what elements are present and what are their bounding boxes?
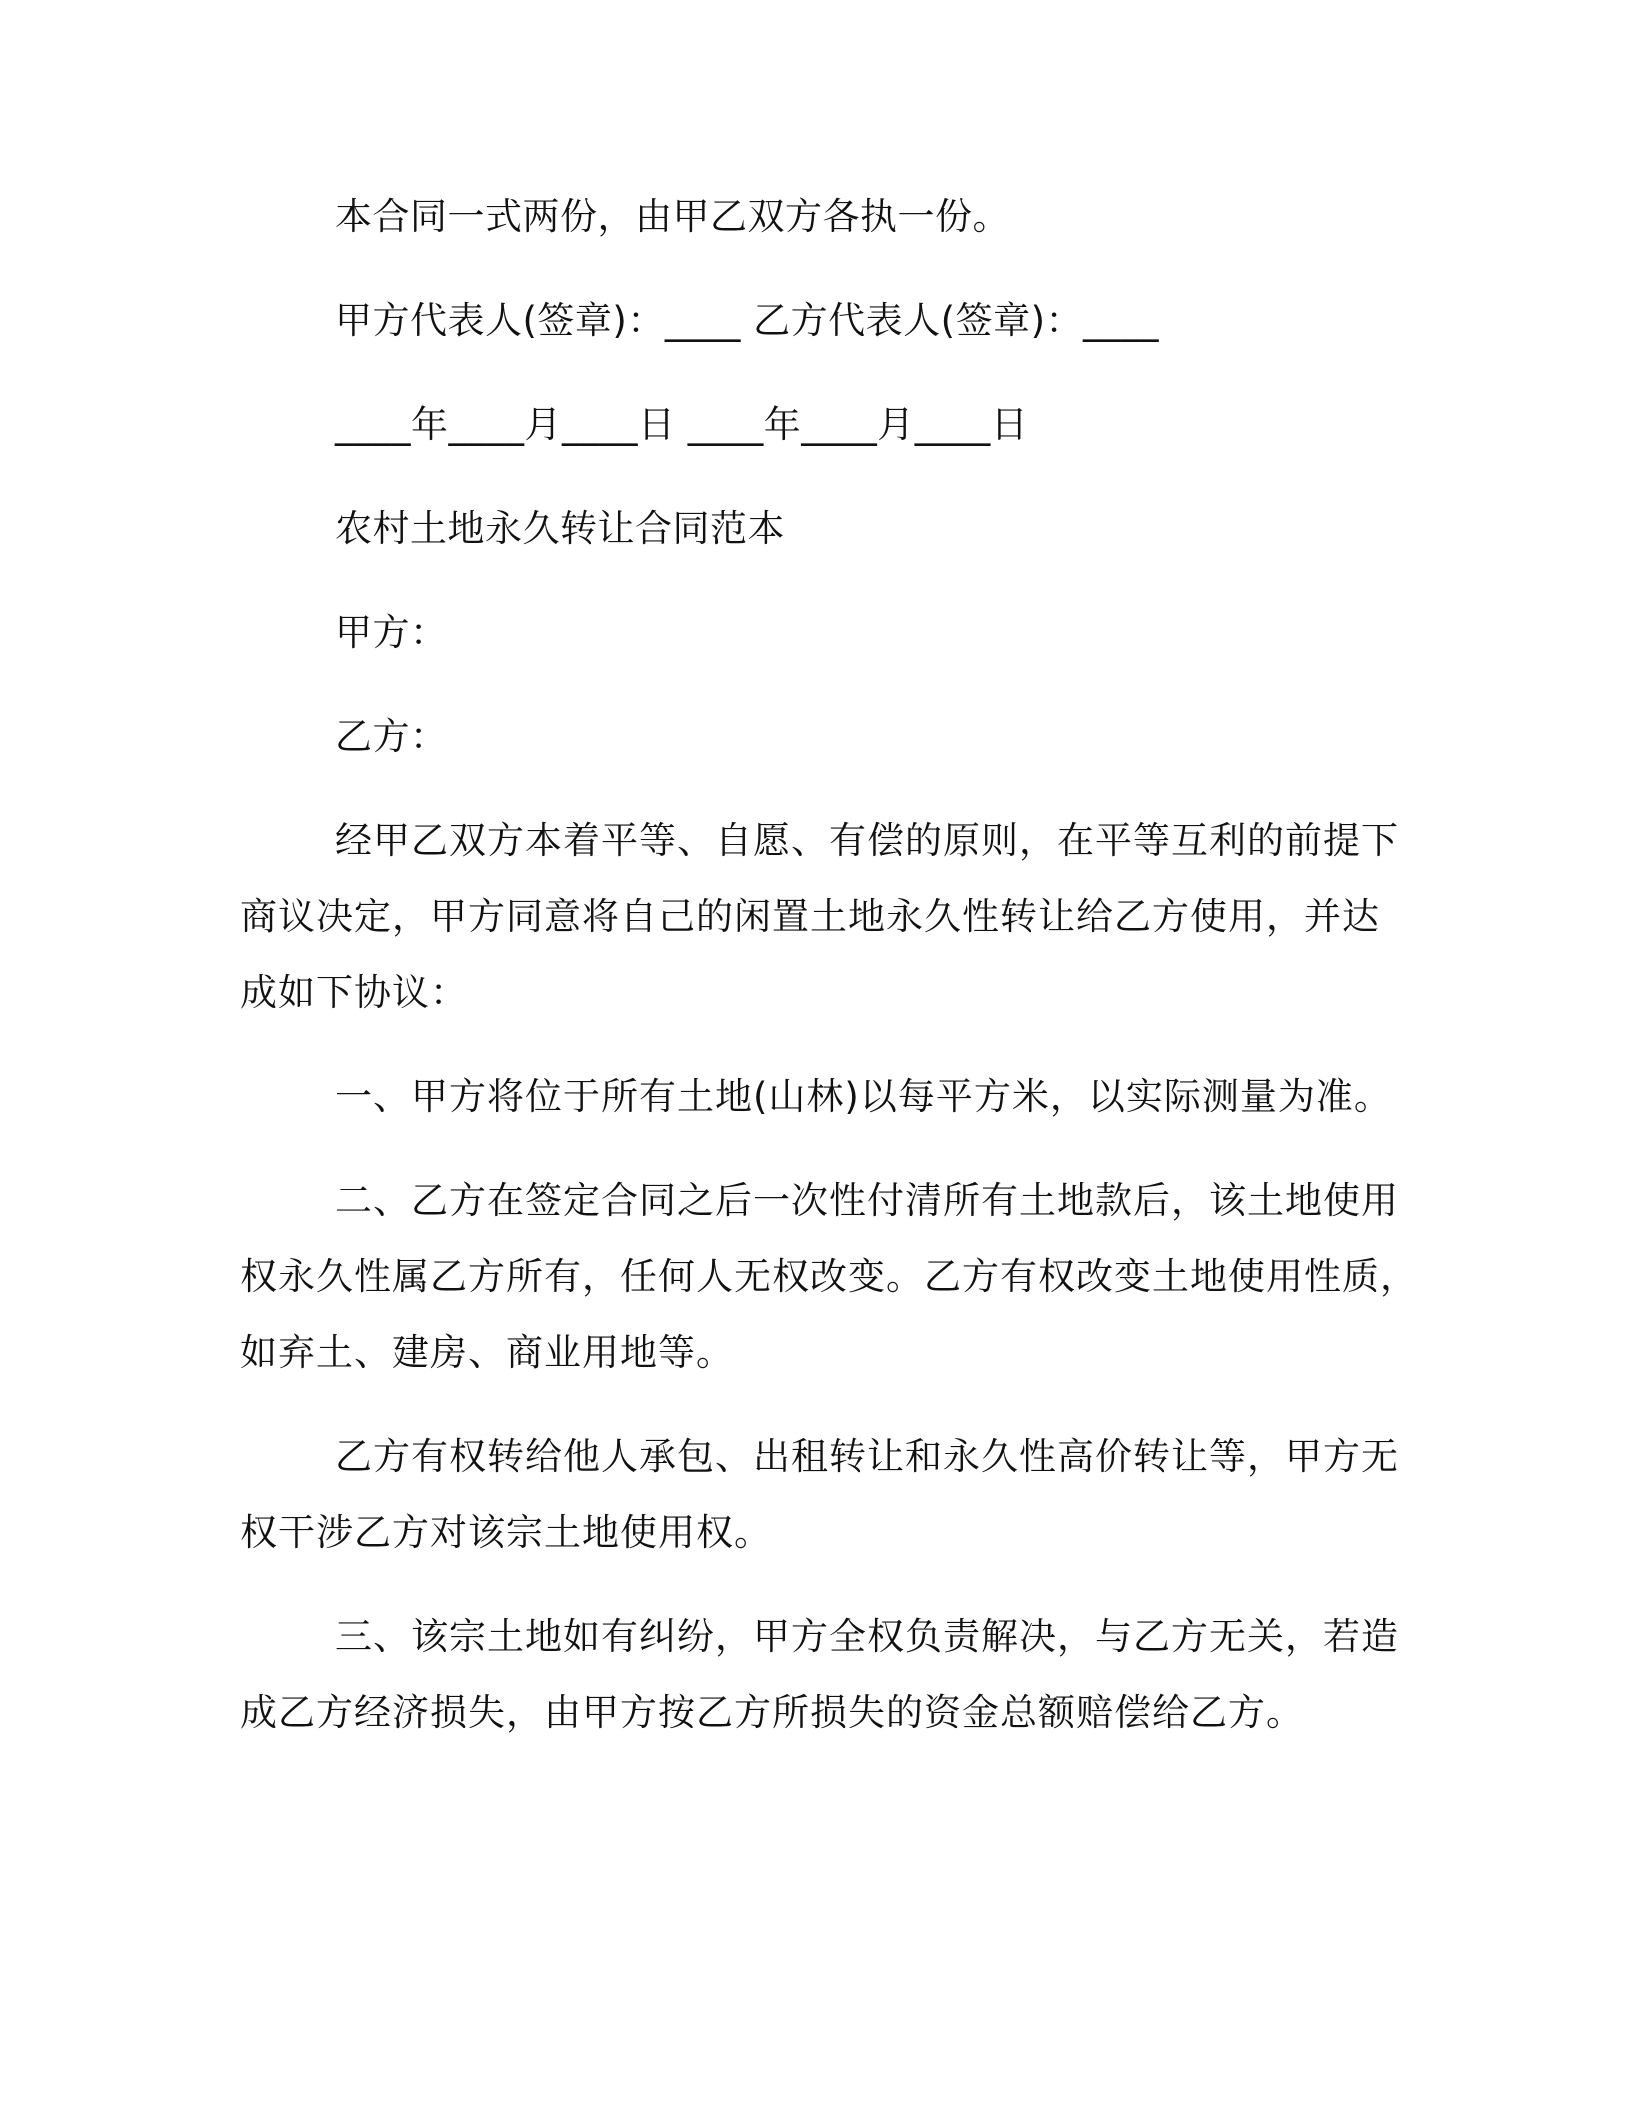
date-line: ____年____月____日 ____年____月____日 [335,403,1029,446]
preamble-line: 经甲乙双方本着平等、自愿、有偿的原则，在平等互利的前提下 [335,819,1399,862]
party-b-label: 乙方： [335,715,448,758]
preamble-line: 成如下协议： [240,971,468,1014]
closing-line: 本合同一式两份，由甲乙双方各执一份。 [335,195,1010,238]
clause-3-line: 成乙方经济损失，由甲方按乙方所损失的资金总额赔偿给乙方。 [240,1691,1304,1734]
preamble-line: 商议决定，甲方同意将自己的闲置土地永久性转让给乙方使用，并达 [240,895,1380,938]
contract-title: 农村土地永久转让合同范本 [335,507,785,550]
clause-2-line: 二、乙方在签定合同之后一次性付清所有土地款后，该土地使用 [335,1179,1399,1222]
clause-2b-line: 权干涉乙方对该宗土地使用权。 [240,1511,772,1554]
clause-1-line: 一、甲方将位于所有土地(山林)以每平方米，以实际测量为准。 [335,1075,1392,1118]
clause-2-line: 如弃土、建房、商业用地等。 [240,1331,734,1374]
clause-3-line: 三、该宗土地如有纠纷，甲方全权负责解决，与乙方无关，若造 [335,1615,1399,1658]
party-a-label: 甲方： [335,611,448,654]
signature-line: 甲方代表人(签章)：____ 乙方代表人(签章)：____ [335,299,1160,342]
clause-2b-line: 乙方有权转给他人承包、出租转让和永久性高价转让等，甲方无 [335,1435,1399,1478]
clause-2-line: 权永久性属乙方所有，任何人无权改变。乙方有权改变土地使用性质， [240,1255,1418,1298]
